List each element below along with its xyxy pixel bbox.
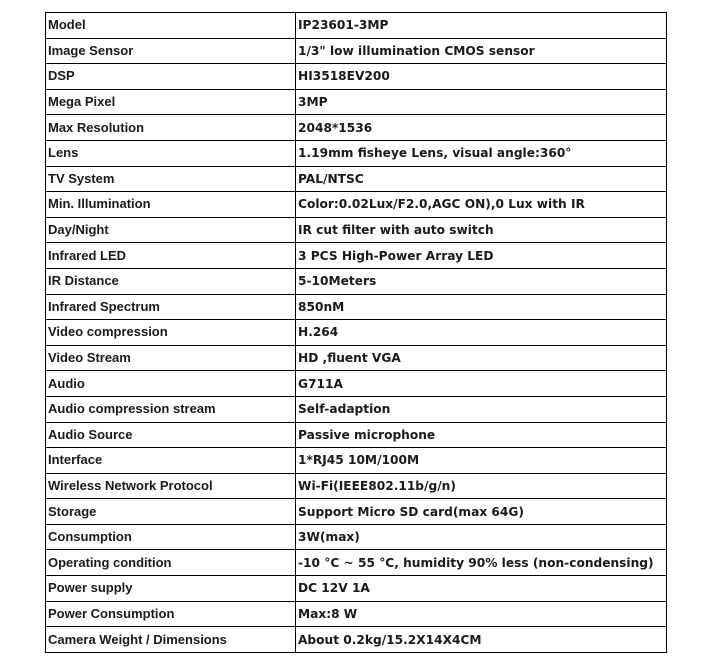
spec-value: 3W(max) xyxy=(296,524,667,550)
spec-row xyxy=(46,268,667,294)
spec-label: IR Distance xyxy=(46,268,296,294)
spec-value: 1/3" low illumination CMOS sensor xyxy=(296,38,667,64)
spec-value: Color:0.02Lux/F2.0,AGC ON),0 Lux with IR xyxy=(296,192,667,218)
spec-row xyxy=(46,38,667,64)
spec-row xyxy=(46,320,667,346)
spec-label: Video Stream xyxy=(46,345,296,371)
spec-value: Passive microphone xyxy=(296,422,667,448)
spec-row xyxy=(46,550,667,576)
spec-row xyxy=(46,166,667,192)
spec-label: TV System xyxy=(46,166,296,192)
spec-label: Max Resolution xyxy=(46,115,296,141)
spec-label: Power Consumption xyxy=(46,601,296,627)
spec-value: 3 PCS High-Power Array LED xyxy=(296,243,667,269)
spec-label: Lens xyxy=(46,140,296,166)
spec-value: -10 °C ~ 55 °C, humidity 90% less (non-condensing) xyxy=(296,550,667,576)
spec-row xyxy=(46,140,667,166)
spec-row xyxy=(46,396,667,422)
spec-value: IP23601-3MP xyxy=(296,13,667,39)
spec-value: 3MP xyxy=(296,89,667,115)
spec-label: DSP xyxy=(46,64,296,90)
spec-value: 850nM xyxy=(296,294,667,320)
spec-row xyxy=(46,576,667,602)
spec-row xyxy=(46,524,667,550)
spec-value: 2048*1536 xyxy=(296,115,667,141)
spec-row xyxy=(46,64,667,90)
spec-table-body xyxy=(46,13,667,653)
spec-row xyxy=(46,192,667,218)
spec-label: Consumption xyxy=(46,524,296,550)
spec-row xyxy=(46,345,667,371)
spec-label: Storage xyxy=(46,499,296,525)
spec-label: Infrared LED xyxy=(46,243,296,269)
spec-row xyxy=(46,601,667,627)
spec-label: Interface xyxy=(46,448,296,474)
spec-label: Camera Weight / Dimensions xyxy=(46,627,296,653)
spec-value: HD ,fluent VGA xyxy=(296,345,667,371)
spec-row xyxy=(46,294,667,320)
spec-label: Audio compression stream xyxy=(46,396,296,422)
spec-label: Model xyxy=(46,13,296,39)
spec-table xyxy=(45,12,667,653)
spec-label: Day/Night xyxy=(46,217,296,243)
spec-label: Audio xyxy=(46,371,296,397)
spec-row xyxy=(46,115,667,141)
spec-value: H.264 xyxy=(296,320,667,346)
spec-label: Power supply xyxy=(46,576,296,602)
spec-label: Wireless Network Protocol xyxy=(46,473,296,499)
spec-row xyxy=(46,13,667,39)
spec-label: Audio Source xyxy=(46,422,296,448)
spec-value: Support Micro SD card(max 64G) xyxy=(296,499,667,525)
spec-row xyxy=(46,217,667,243)
spec-value: G711A xyxy=(296,371,667,397)
spec-row xyxy=(46,243,667,269)
spec-value: Max:8 W xyxy=(296,601,667,627)
spec-label: Infrared Spectrum xyxy=(46,294,296,320)
spec-row xyxy=(46,448,667,474)
spec-value: HI3518EV200 xyxy=(296,64,667,90)
spec-value: About 0.2kg/15.2X14X4CM xyxy=(296,627,667,653)
spec-value: IR cut filter with auto switch xyxy=(296,217,667,243)
spec-value: 1.19mm fisheye Lens, visual angle:360° xyxy=(296,140,667,166)
spec-row xyxy=(46,473,667,499)
spec-row xyxy=(46,499,667,525)
spec-label: Mega Pixel xyxy=(46,89,296,115)
spec-label: Min. Illumination xyxy=(46,192,296,218)
spec-row xyxy=(46,627,667,653)
spec-value: DC 12V 1A xyxy=(296,576,667,602)
spec-label: Video compression xyxy=(46,320,296,346)
spec-value: Wi-Fi(IEEE802.11b/g/n) xyxy=(296,473,667,499)
spec-row xyxy=(46,422,667,448)
spec-row xyxy=(46,89,667,115)
spec-row xyxy=(46,371,667,397)
spec-label: Image Sensor xyxy=(46,38,296,64)
spec-value: 5-10Meters xyxy=(296,268,667,294)
spec-label: Operating condition xyxy=(46,550,296,576)
spec-value: Self-adaption xyxy=(296,396,667,422)
spec-value: PAL/NTSC xyxy=(296,166,667,192)
spec-value: 1*RJ45 10M/100M xyxy=(296,448,667,474)
